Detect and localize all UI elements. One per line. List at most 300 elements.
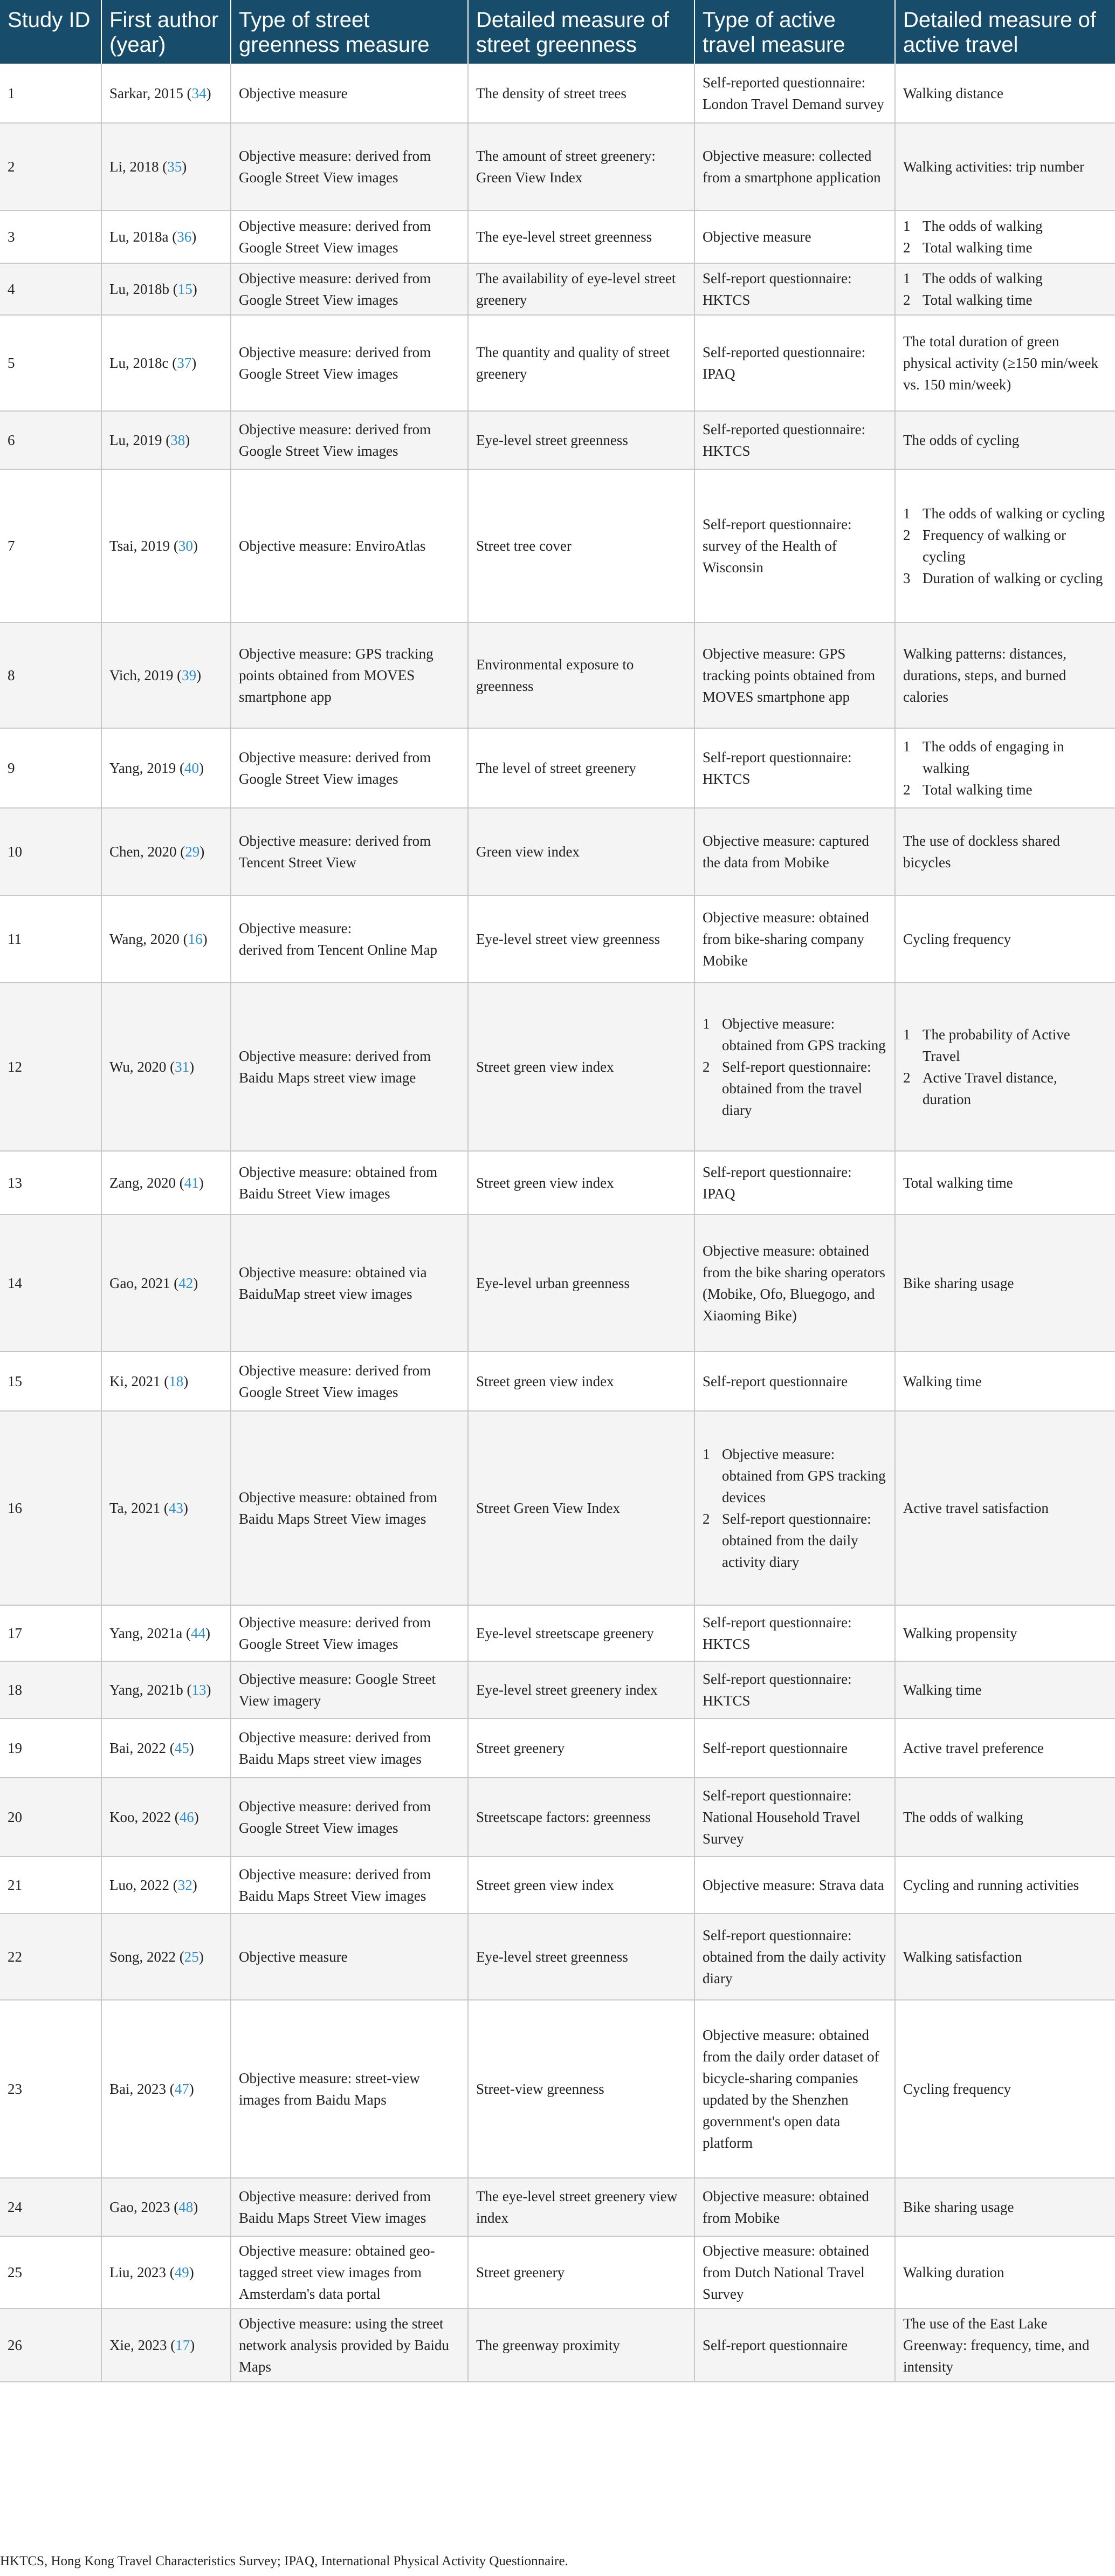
cell-line: Objective measure: derived from Google Street View images xyxy=(239,1614,431,1652)
list-number: 2 xyxy=(903,239,911,256)
cell-line: Street greenery xyxy=(476,2264,565,2280)
list-number: 2 xyxy=(903,527,911,543)
cell-detail-active-travel xyxy=(895,1778,1115,1856)
author-name: Koo, 2022 xyxy=(109,1809,171,1825)
cell-first-author: Zang, 2020 (41) xyxy=(101,1151,231,1215)
cell-first-author: Liu, 2023 (49) xyxy=(101,2236,231,2308)
list-item xyxy=(703,1443,887,1508)
list-number: 1 xyxy=(903,505,911,522)
table-row xyxy=(0,1856,1115,1914)
reference-link[interactable]: 43 xyxy=(168,1500,183,1516)
list-item xyxy=(903,268,1107,289)
cell-line: Street greenery xyxy=(476,1740,565,1756)
cell-detail-active-travel xyxy=(895,622,1115,728)
list-item xyxy=(703,1013,887,1056)
cell-line: Objective measure xyxy=(239,1949,348,1965)
cell-detail-greenness xyxy=(468,315,694,411)
cell-detail-active-travel xyxy=(895,895,1115,983)
cell-type-active-travel xyxy=(694,728,895,808)
cell-line: Street green view index xyxy=(476,1373,614,1389)
reference-link[interactable]: 41 xyxy=(184,1175,199,1191)
cell-study-id: 4 xyxy=(0,263,101,315)
cell-detail-greenness xyxy=(468,1718,694,1778)
cell-line: Walking patterns: distances, durations, steps, and burned calories xyxy=(903,646,1066,705)
cell-first-author: Tsai, 2019 (30) xyxy=(101,469,231,622)
author-name: Lu, 2018a xyxy=(109,229,169,245)
cell-line: Objective measure: derived from Baidu Maps street view images xyxy=(239,1729,431,1767)
table-row xyxy=(0,1411,1115,1605)
cell-type-greenness xyxy=(231,1411,468,1605)
cell-study-id: 5 xyxy=(0,315,101,411)
cell-type-active-travel xyxy=(694,1411,895,1605)
cell-first-author: Lu, 2019 (38) xyxy=(101,411,231,469)
cell-type-greenness xyxy=(231,895,468,983)
table-row xyxy=(0,469,1115,622)
cell-line: Self-report questionnaire: National Household Travel Survey xyxy=(703,1787,861,1847)
table-row xyxy=(0,808,1115,895)
cell-type-active-travel xyxy=(694,2178,895,2236)
list-number: 1 xyxy=(903,270,911,286)
table-row xyxy=(0,983,1115,1151)
cell-line: Objective measure: derived from Baidu Maps street view image xyxy=(239,1048,431,1086)
cell-line: Objective measure: GPS tracking points obtained from MOVES smartphone app xyxy=(703,646,876,705)
author-name: Chen, 2020 xyxy=(109,844,177,860)
reference-link[interactable]: 34 xyxy=(191,85,207,101)
cell-study-id: 8 xyxy=(0,622,101,728)
cell-line: Eye-level street view greenness xyxy=(476,931,660,947)
author-name: Wang, 2020 xyxy=(109,931,180,947)
list-number: 2 xyxy=(903,1070,911,1086)
cell-first-author: Gao, 2021 (42) xyxy=(101,1215,231,1352)
cell-line: Active travel satisfaction xyxy=(903,1500,1049,1516)
cell-type-greenness xyxy=(231,1352,468,1411)
list-text: Self-report questionnaire: obtained from the daily activity diary xyxy=(722,1511,871,1570)
cell-line: Walking duration xyxy=(903,2264,1004,2280)
cell-type-active-travel xyxy=(694,1914,895,2000)
cell-line: Objective measure: obtained from Baidu Street View images xyxy=(239,1164,438,1202)
cell-type-active-travel xyxy=(694,1718,895,1778)
cell-study-id: 18 xyxy=(0,1661,101,1718)
author-name: Xie, 2023 xyxy=(109,2337,167,2353)
cell-detail-active-travel xyxy=(895,808,1115,895)
cell-line: Objective measure: derived from Baidu Maps Street View images xyxy=(239,1866,431,1904)
cell-line: Objective measure: derived from Google Street View images xyxy=(239,421,431,459)
cell-detail-greenness xyxy=(468,123,694,210)
cell-detail-active-travel xyxy=(895,1411,1115,1605)
cell-line: Green view index xyxy=(476,844,580,860)
cell-detail-active-travel xyxy=(895,64,1115,123)
cell-line: Objective measure: obtained from bike-sharing company Mobike xyxy=(703,909,869,969)
reference-link[interactable]: 16 xyxy=(188,931,203,947)
cell-study-id: 21 xyxy=(0,1856,101,1914)
cell-study-id: 22 xyxy=(0,1914,101,2000)
cell-study-id: 6 xyxy=(0,411,101,469)
cell-type-active-travel xyxy=(694,210,895,263)
cell-line: Eye-level street greenery index xyxy=(476,1682,658,1698)
cell-type-greenness xyxy=(231,2308,468,2382)
list-item xyxy=(903,289,1107,311)
list-text: Self-report questionnaire: obtained from the travel diary xyxy=(722,1059,871,1118)
cell-type-greenness xyxy=(231,2236,468,2308)
author-name: Gao, 2023 xyxy=(109,2199,170,2215)
cell-detail-greenness xyxy=(468,263,694,315)
cell-first-author: Yang, 2021b (13) xyxy=(101,1661,231,1718)
cell-line: Objective measure: derived from Google Street View images xyxy=(239,218,431,256)
cell-study-id: 19 xyxy=(0,1718,101,1778)
cell-detail-greenness xyxy=(468,1605,694,1661)
cell-type-greenness xyxy=(231,123,468,210)
list-number: 3 xyxy=(903,570,911,586)
author-name: Lu, 2018b xyxy=(109,281,169,297)
cell-detail-greenness xyxy=(468,210,694,263)
cell-line: Bike sharing usage xyxy=(903,2199,1014,2215)
list-text: Total walking time xyxy=(923,239,1033,256)
cell-line: Self-reported questionnaire: London Travel Demand survey xyxy=(703,74,884,112)
author-name: Liu, 2023 xyxy=(109,2264,166,2280)
cell-line: Self-report questionnaire xyxy=(703,1373,848,1389)
cell-detail-active-travel xyxy=(895,983,1115,1151)
table-row xyxy=(0,411,1115,469)
list-text: Objective measure: obtained from GPS tracking devices xyxy=(722,1446,886,1505)
reference-link[interactable]: 46 xyxy=(179,1809,194,1825)
reference-link[interactable]: 35 xyxy=(167,159,182,175)
cell-detail-greenness xyxy=(468,2308,694,2382)
list-number: 1 xyxy=(703,1016,710,1032)
cell-detail-greenness xyxy=(468,64,694,123)
cell-study-id: 13 xyxy=(0,1151,101,1215)
reference-link[interactable]: 39 xyxy=(182,667,197,683)
cell-line: Objective measure: using the street network analysis provided by Baidu Maps xyxy=(239,2315,449,2375)
cell-type-active-travel xyxy=(694,1778,895,1856)
cell-first-author: Ta, 2021 (43) xyxy=(101,1411,231,1605)
cell-first-author: Chen, 2020 (29) xyxy=(101,808,231,895)
cell-line: Bike sharing usage xyxy=(903,1275,1014,1291)
cell-line: Eye-level street greenness xyxy=(476,1949,628,1965)
header-type-greenness: Type of street greenness measure xyxy=(231,0,468,64)
cell-line: The odds of walking xyxy=(903,1809,1023,1825)
cell-line: The amount of street greenery: Green View Index xyxy=(476,148,656,186)
reference-link[interactable]: 36 xyxy=(177,229,192,245)
reference-link[interactable]: 25 xyxy=(184,1949,199,1965)
cell-type-active-travel xyxy=(694,411,895,469)
cell-line: Cycling and running activities xyxy=(903,1877,1079,1893)
cell-line: Streetscape factors: greenness xyxy=(476,1809,651,1825)
table-row xyxy=(0,263,1115,315)
cell-line: Objective measure: obtained from the daily order dataset of bicycle-sharing companies updated by the Shenzhen government's open data platform xyxy=(703,2027,879,2151)
table-row xyxy=(0,2000,1115,2178)
cell-detail-greenness xyxy=(468,1411,694,1605)
list-item xyxy=(903,503,1107,524)
cell-detail-greenness xyxy=(468,808,694,895)
list-item xyxy=(903,1024,1107,1067)
cell-detail-greenness xyxy=(468,1856,694,1914)
list-text: The odds of engaging in walking xyxy=(923,738,1064,776)
cell-study-id: 25 xyxy=(0,2236,101,2308)
cell-type-active-travel xyxy=(694,895,895,983)
reference-link[interactable]: 45 xyxy=(174,1740,189,1756)
header-detail-greenness: Detailed measure of street greenness xyxy=(468,0,694,64)
reference-link[interactable]: 13 xyxy=(191,1682,207,1698)
cell-type-greenness xyxy=(231,210,468,263)
cell-line: Eye-level street greenness xyxy=(476,432,628,448)
cell-detail-active-travel xyxy=(895,1215,1115,1352)
list-number: 2 xyxy=(903,782,911,798)
cell-detail-active-travel xyxy=(895,2236,1115,2308)
cell-line: The use of dockless shared bicycles xyxy=(903,833,1060,871)
reference-link[interactable]: 18 xyxy=(169,1373,184,1389)
cell-type-greenness xyxy=(231,1718,468,1778)
header-detail-active-travel: Detailed measure of active travel xyxy=(895,0,1115,64)
cell-type-active-travel xyxy=(694,123,895,210)
list-item xyxy=(903,1067,1107,1110)
list-number: 1 xyxy=(903,738,911,755)
cell-study-id: 7 xyxy=(0,469,101,622)
header-study-id: Study ID xyxy=(0,0,101,64)
cell-first-author: Vich, 2019 (39) xyxy=(101,622,231,728)
cell-line: Objective measure: street-view images from Baidu Maps xyxy=(239,2070,420,2108)
cell-line: Objective measure: GPS tracking points obtained from MOVES smartphone app xyxy=(239,646,433,705)
cell-line: The level of street greenery xyxy=(476,760,636,776)
cell-first-author: Ki, 2021 (18) xyxy=(101,1352,231,1411)
cell-detail-active-travel xyxy=(895,2308,1115,2382)
cell-type-greenness xyxy=(231,1856,468,1914)
cell-line: Self-reported questionnaire: IPAQ xyxy=(703,344,866,382)
cell-line: Objective measure: derived from Google Street View images xyxy=(239,749,431,787)
author-name: Gao, 2021 xyxy=(109,1275,170,1291)
cell-type-active-travel xyxy=(694,1215,895,1352)
list-number: 2 xyxy=(903,292,911,308)
cell-study-id: 16 xyxy=(0,1411,101,1605)
cell-line: Walking time xyxy=(903,1682,982,1698)
table-row xyxy=(0,1718,1115,1778)
list-item xyxy=(903,237,1107,258)
cell-first-author: Lu, 2018a (36) xyxy=(101,210,231,263)
reference-link[interactable]: 30 xyxy=(178,538,193,554)
author-name: Zang, 2020 xyxy=(109,1175,176,1191)
cell-first-author: Sarkar, 2015 (34) xyxy=(101,64,231,123)
cell-study-id: 23 xyxy=(0,2000,101,2178)
cell-first-author: Gao, 2023 (48) xyxy=(101,2178,231,2236)
reference-link[interactable]: 38 xyxy=(170,432,185,448)
cell-line: Objective measure: obtained from Baidu Maps Street View images xyxy=(239,1489,438,1527)
cell-line: Objective measure: obtained from the bike sharing operators (Mobike, Ofo, Bluegogo, and Xiaoming Bike) xyxy=(703,1243,885,1324)
table-row xyxy=(0,895,1115,983)
cell-line: Street Green View Index xyxy=(476,1500,621,1516)
cell-study-id: 26 xyxy=(0,2308,101,2382)
table-row xyxy=(0,1914,1115,2000)
cell-line: Self-report questionnaire: survey of the Health of Wisconsin xyxy=(703,516,852,576)
list-text: Frequency of walking or cycling xyxy=(923,527,1066,565)
cell-study-id: 17 xyxy=(0,1605,101,1661)
cell-line: Objective measure: derived from Tencent Street View xyxy=(239,833,431,871)
reference-link[interactable]: 31 xyxy=(175,1059,190,1075)
cell-detail-active-travel xyxy=(895,469,1115,622)
cell-type-active-travel xyxy=(694,1352,895,1411)
cell-line: The density of street trees xyxy=(476,85,627,101)
cell-line: Objective measure: xyxy=(239,920,352,936)
reference-link[interactable]: 17 xyxy=(175,2337,190,2353)
cell-type-active-travel xyxy=(694,2000,895,2178)
list-number: 1 xyxy=(903,218,911,234)
cell-detail-greenness xyxy=(468,469,694,622)
list-item xyxy=(903,779,1107,800)
cell-type-active-travel xyxy=(694,808,895,895)
list-item xyxy=(903,524,1107,567)
cell-detail-greenness xyxy=(468,411,694,469)
list-item xyxy=(903,215,1107,237)
cell-type-greenness xyxy=(231,2178,468,2236)
table-row xyxy=(0,1778,1115,1856)
table-row xyxy=(0,315,1115,411)
reference-link[interactable]: 29 xyxy=(185,844,200,860)
cell-detail-greenness xyxy=(468,1151,694,1215)
cell-line: Objective measure: derived from Baidu Maps Street View images xyxy=(239,2188,431,2226)
cell-detail-active-travel xyxy=(895,1605,1115,1661)
list-number: 2 xyxy=(703,1511,710,1527)
table-row xyxy=(0,210,1115,263)
table-row xyxy=(0,1215,1115,1352)
cell-line: Walking time xyxy=(903,1373,982,1389)
cell-detail-active-travel xyxy=(895,210,1115,263)
cell-line: Street green view index xyxy=(476,1175,614,1191)
cell-type-greenness xyxy=(231,469,468,622)
cell-detail-active-travel xyxy=(895,1151,1115,1215)
reference-link[interactable]: 15 xyxy=(177,281,192,297)
cell-line: Objective measure xyxy=(239,85,348,101)
table-row xyxy=(0,2178,1115,2236)
list-text: The odds of walking xyxy=(923,218,1043,234)
cell-line: Cycling frequency xyxy=(903,931,1011,947)
cell-line: Street green view index xyxy=(476,1877,614,1893)
author-name: Tsai, 2019 xyxy=(109,538,170,554)
cell-type-greenness xyxy=(231,1215,468,1352)
reference-link[interactable]: 40 xyxy=(184,760,199,776)
cell-line: Objective measure: derived from Google Street View images xyxy=(239,344,431,382)
cell-first-author: Wang, 2020 (16) xyxy=(101,895,231,983)
header-type-active-travel: Type of active travel measure xyxy=(694,0,895,64)
reference-link[interactable]: 49 xyxy=(174,2264,189,2280)
cell-type-greenness xyxy=(231,64,468,123)
cell-line: The availability of eye-level street greenery xyxy=(476,270,676,308)
reference-link[interactable]: 32 xyxy=(177,1877,192,1893)
list-item xyxy=(703,1056,887,1121)
cell-line: Objective measure: derived from Google Street View images xyxy=(239,1362,431,1400)
cell-line: Street-view greenness xyxy=(476,2081,604,2097)
cell-line: Street tree cover xyxy=(476,538,572,554)
cell-line: Objective measure: Strava data xyxy=(703,1877,884,1893)
author-name: Lu, 2018c xyxy=(109,355,169,371)
cell-line: Street green view index xyxy=(476,1059,614,1075)
cell-line: The quantity and quality of street greenery xyxy=(476,344,670,382)
cell-study-id: 3 xyxy=(0,210,101,263)
cell-line: Walking propensity xyxy=(903,1625,1017,1641)
cell-line: Objective measure: obtained geo-tagged street view images from Amsterdam's data portal xyxy=(239,2243,435,2302)
author-name: Vich, 2019 xyxy=(109,667,174,683)
cell-line: Objective measure: derived from Google Street View images xyxy=(239,1798,431,1836)
cell-line: The use of the East Lake Greenway: frequency, time, and intensity xyxy=(903,2315,1090,2375)
list-text: Objective measure: obtained from GPS tracking xyxy=(722,1016,886,1053)
cell-first-author: Bai, 2023 (47) xyxy=(101,2000,231,2178)
cell-line: Cycling frequency xyxy=(903,2081,1011,2097)
cell-line: derived from Tencent Online Map xyxy=(239,942,437,958)
cell-first-author: Song, 2022 (25) xyxy=(101,1914,231,2000)
cell-first-author: Wu, 2020 (31) xyxy=(101,983,231,1151)
cell-study-id: 9 xyxy=(0,728,101,808)
cell-detail-greenness xyxy=(468,2178,694,2236)
cell-type-greenness xyxy=(231,728,468,808)
cell-type-active-travel xyxy=(694,2236,895,2308)
cell-detail-active-travel xyxy=(895,123,1115,210)
cell-line: Walking activities: trip number xyxy=(903,159,1084,175)
cell-type-greenness xyxy=(231,1605,468,1661)
cell-first-author: Luo, 2022 (32) xyxy=(101,1856,231,1914)
cell-detail-active-travel xyxy=(895,315,1115,411)
reference-link[interactable]: 42 xyxy=(178,1275,194,1291)
table-body xyxy=(0,64,1115,2382)
author-name: Song, 2022 xyxy=(109,1949,176,1965)
cell-detail-greenness xyxy=(468,728,694,808)
cell-line: Objective measure: obtained via BaiduMap street view images xyxy=(239,1264,427,1302)
cell-first-author: Bai, 2022 (45) xyxy=(101,1718,231,1778)
table-row xyxy=(0,1151,1115,1215)
cell-line: Eye-level streetscape greenery xyxy=(476,1625,654,1641)
cell-line: Self-report questionnaire xyxy=(703,2337,848,2353)
list-text: Active Travel distance, duration xyxy=(923,1070,1057,1107)
cell-type-active-travel xyxy=(694,622,895,728)
cell-detail-greenness xyxy=(468,1914,694,2000)
cell-line: Objective measure: Google Street View imagery xyxy=(239,1671,436,1709)
author-name: Li, 2018 xyxy=(109,159,159,175)
header-first-author: First author (year) xyxy=(101,0,231,64)
list-number: 1 xyxy=(903,1026,911,1043)
cell-detail-active-travel xyxy=(895,1718,1115,1778)
cell-first-author: Li, 2018 (35) xyxy=(101,123,231,210)
cell-line: Walking satisfaction xyxy=(903,1949,1022,1965)
cell-detail-active-travel xyxy=(895,411,1115,469)
cell-study-id: 2 xyxy=(0,123,101,210)
list-number: 2 xyxy=(703,1059,710,1075)
cell-line: Self-report questionnaire: HKTCS xyxy=(703,1614,852,1652)
list-text: Total walking time xyxy=(923,782,1033,798)
cell-detail-greenness xyxy=(468,983,694,1151)
cell-detail-greenness xyxy=(468,1215,694,1352)
cell-line: Environmental exposure to greenness xyxy=(476,656,634,694)
list-text: The odds of walking xyxy=(923,270,1043,286)
reference-link[interactable]: 37 xyxy=(177,355,192,371)
author-name: Ta, 2021 xyxy=(109,1500,161,1516)
reference-link[interactable]: 48 xyxy=(178,2199,194,2215)
table-row xyxy=(0,1661,1115,1718)
reference-link[interactable]: 47 xyxy=(174,2081,189,2097)
cell-detail-greenness xyxy=(468,895,694,983)
author-name: Yang, 2019 xyxy=(109,760,176,776)
cell-study-id: 14 xyxy=(0,1215,101,1352)
cell-type-greenness xyxy=(231,263,468,315)
cell-line: The eye-level street greenness xyxy=(476,229,652,245)
list-number: 1 xyxy=(703,1446,710,1462)
cell-line: The greenway proximity xyxy=(476,2337,620,2353)
cell-line: Objective measure: obtained from Mobike xyxy=(703,2188,869,2226)
cell-line: Self-report questionnaire: HKTCS xyxy=(703,270,852,308)
reference-link[interactable]: 44 xyxy=(191,1625,206,1641)
cell-line: Active travel preference xyxy=(903,1740,1044,1756)
cell-first-author: Koo, 2022 (46) xyxy=(101,1778,231,1856)
cell-detail-active-travel xyxy=(895,728,1115,808)
cell-type-greenness xyxy=(231,808,468,895)
cell-detail-greenness xyxy=(468,2236,694,2308)
table-row xyxy=(0,728,1115,808)
author-name: Luo, 2022 xyxy=(109,1877,169,1893)
